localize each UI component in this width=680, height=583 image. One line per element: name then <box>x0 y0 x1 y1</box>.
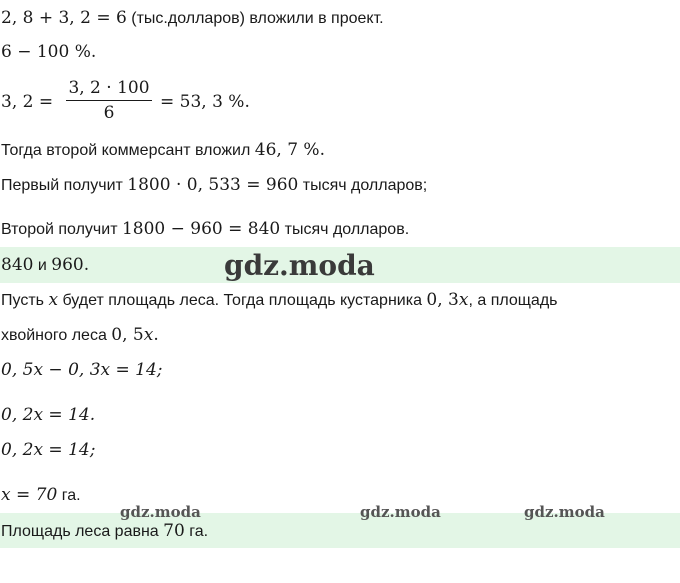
math-expression: 3, 2 = <box>1 92 54 112</box>
watermark-small: gdz.moda <box>524 503 605 521</box>
line-text: будет площадь леса. Тогда площадь кустарника <box>58 292 427 309</box>
math-expression: 1800 − 960 = 840 <box>121 219 281 239</box>
math-punctuation: . <box>153 325 159 345</box>
line-text: Первый получит <box>1 177 128 194</box>
math-expression: 0, 2x = 14. <box>1 405 96 425</box>
math-expression: 46, 7 %. <box>254 140 325 160</box>
math-expression: = 53, 3 %. <box>160 92 250 112</box>
math-expression: 0, 2x = 14; <box>1 440 96 460</box>
math-expression: 0, 3 <box>426 290 459 310</box>
solution-line-1 <box>1 8 384 29</box>
math-expression: 0, 5 <box>111 325 144 345</box>
solution-line-13 <box>1 485 81 506</box>
solution-line-12 <box>1 440 95 461</box>
math-variable: x <box>458 290 469 310</box>
fraction-denominator: 6 <box>103 103 115 123</box>
math-expression: 0, 5x − 0, 3x = 14; <box>1 360 163 380</box>
math-expression: x = 70 <box>1 485 58 505</box>
solution-line-3-lhs <box>1 92 53 113</box>
math-expression: 1800 · 0, 533 = 960 <box>127 175 299 195</box>
solution-line-6 <box>1 219 409 240</box>
fraction-bar <box>66 100 152 101</box>
line-text: тысяч долларов; <box>298 177 428 194</box>
line-text: , а площадь <box>468 292 558 309</box>
math-expression: 2, 8 + 3, 2 = 6 <box>1 8 127 28</box>
solution-line-11 <box>1 405 95 426</box>
math-expression: 6 − 100 %. <box>1 42 97 62</box>
line-text: хвойного леса <box>1 327 112 344</box>
solution-line-9 <box>1 325 159 346</box>
math-expression: 840 <box>1 255 34 275</box>
math-variable: x <box>48 290 59 310</box>
line-text: Тогда второй коммерсант вложил <box>1 142 255 159</box>
solution-line-8 <box>1 290 558 311</box>
math-expression: 70 <box>163 521 185 541</box>
answer-line-2 <box>1 521 208 542</box>
answer-line-1 <box>1 255 89 276</box>
math-variable: x <box>143 325 154 345</box>
line-text: га. <box>184 523 209 540</box>
watermark-small: gdz.moda <box>120 503 201 521</box>
fraction <box>66 78 152 123</box>
solution-line-10 <box>1 360 163 381</box>
line-text: тысяч долларов. <box>280 221 410 238</box>
fraction-numerator: 3, 2 · 100 <box>68 78 150 98</box>
solution-line-3-rhs <box>160 92 250 113</box>
watermark-small: gdz.moda <box>360 503 441 521</box>
math-expression: 960. <box>51 255 90 275</box>
line-text: Площадь леса равна <box>1 523 164 540</box>
line-text: и <box>33 257 52 274</box>
solution-line-4 <box>1 140 325 161</box>
line-text: га. <box>57 487 81 504</box>
line-text: Пусть <box>1 292 49 309</box>
line-text: Второй получит <box>1 221 122 238</box>
line-text: (тыс.долларов) вложили в проект. <box>126 10 384 27</box>
solution-line-5 <box>1 175 427 196</box>
solution-line-2 <box>1 42 96 63</box>
watermark-main: gdz.moda <box>224 249 375 282</box>
